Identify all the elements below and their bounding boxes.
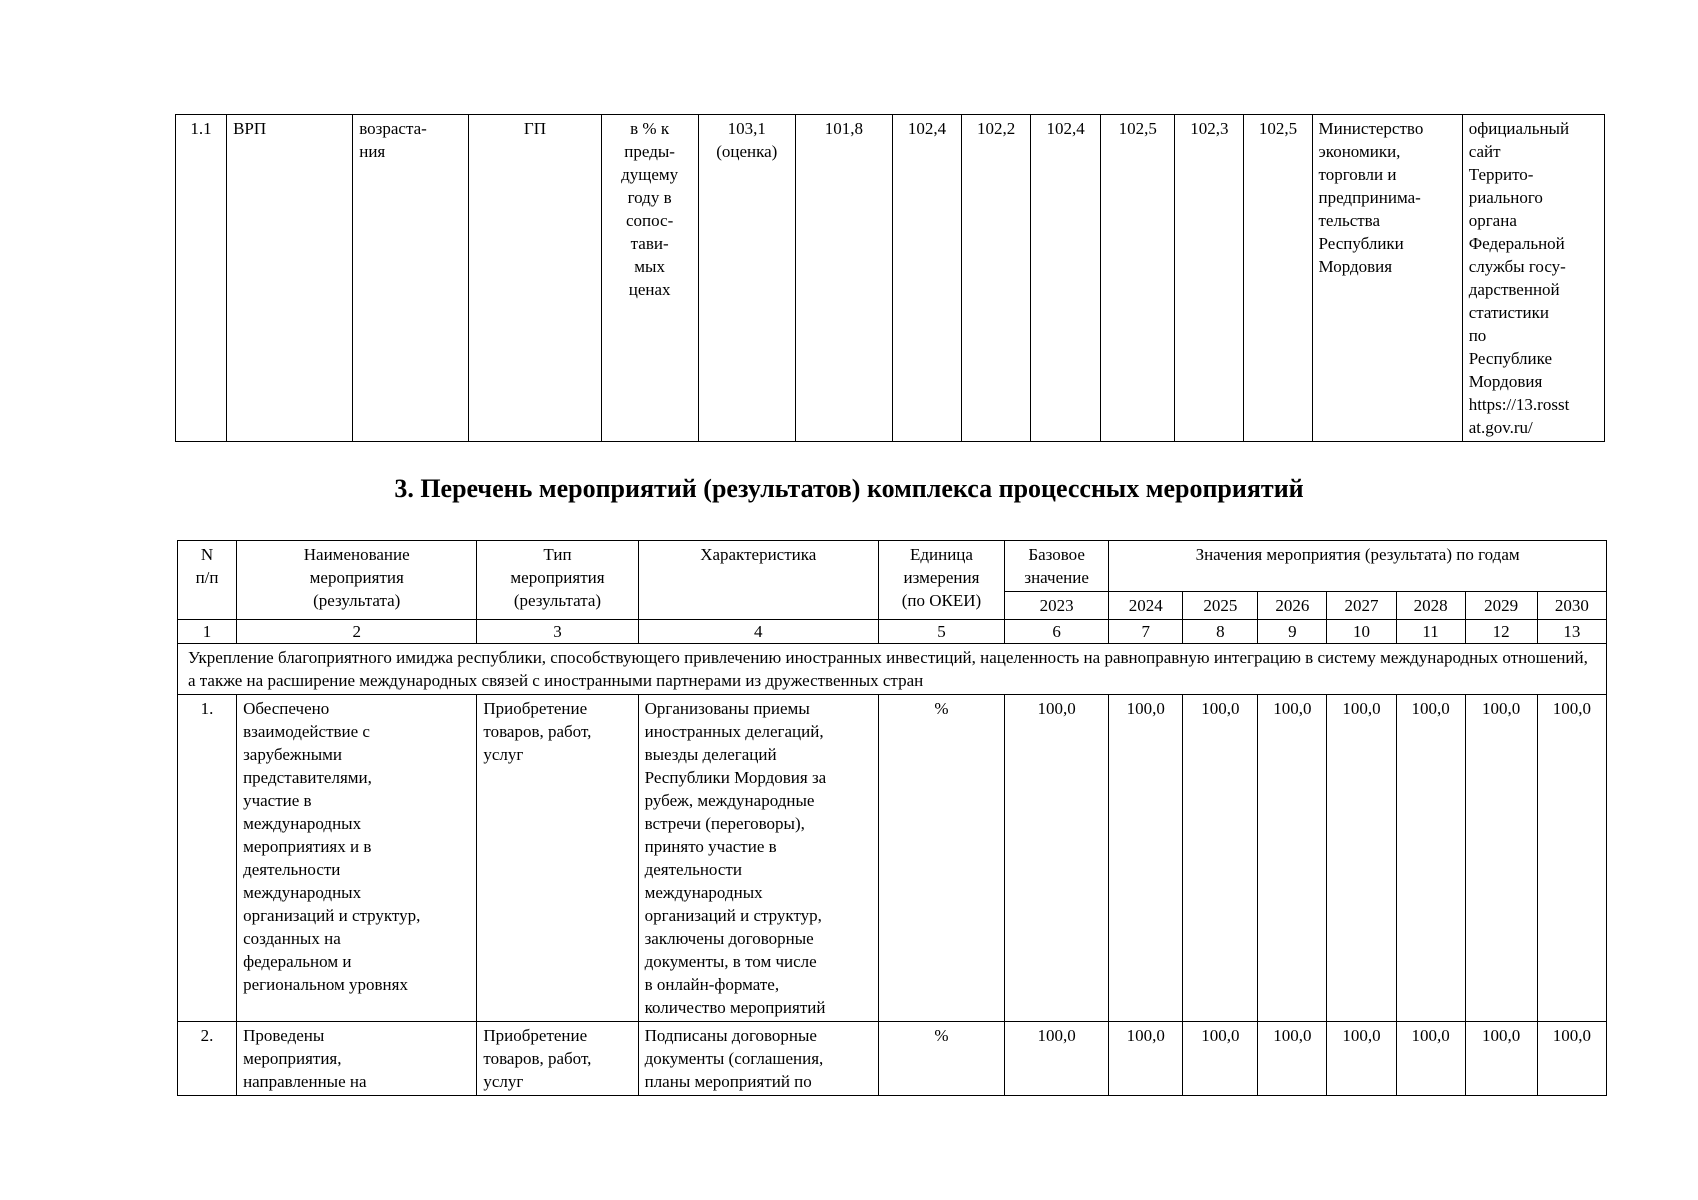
event-characteristic: Подписаны договорные документы (соглашения, планы мероприятий по	[638, 1022, 878, 1096]
indicator-value: 102,2	[962, 115, 1031, 442]
event-num: 1.	[178, 695, 237, 1022]
event-num: 2.	[178, 1022, 237, 1096]
indicator-value: 101,8	[795, 115, 892, 442]
indicator-responsible: Министерство экономики, торговли и предпринима- тельства Республики Мордовия	[1312, 115, 1462, 442]
event-value: 100,0	[1327, 695, 1396, 1022]
event-value: 100,0	[1396, 695, 1465, 1022]
events-header-row	[178, 541, 1607, 592]
column-number: 12	[1465, 620, 1537, 644]
indicator-name: ВРП	[227, 115, 353, 442]
event-value: 100,0	[1258, 1022, 1327, 1096]
event-value: 100,0	[1005, 695, 1109, 1022]
event-type: Приобретение товаров, работ, услуг	[477, 1022, 638, 1096]
column-number: 9	[1258, 620, 1327, 644]
header-unit: Единица измерения (по ОКЕИ)	[878, 541, 1004, 620]
column-number: 8	[1183, 620, 1258, 644]
indicator-num: 1.1	[176, 115, 227, 442]
column-number: 13	[1537, 620, 1606, 644]
event-value: 100,0	[1396, 1022, 1465, 1096]
indicator-value: 102,5	[1244, 115, 1312, 442]
event-unit: %	[878, 695, 1004, 1022]
section-title: 3. Перечень мероприятий (результатов) комплекса процессных мероприятий	[394, 474, 1304, 503]
event-value: 100,0	[1005, 1022, 1109, 1096]
event-value: 100,0	[1327, 1022, 1396, 1096]
event-row	[178, 695, 1607, 1022]
event-value: 100,0	[1109, 1022, 1183, 1096]
column-number: 3	[477, 620, 638, 644]
event-value: 100,0	[1258, 695, 1327, 1022]
task-row	[178, 644, 1607, 695]
header-characteristic: Характеристика	[638, 541, 878, 620]
header-year: 2024	[1109, 592, 1183, 620]
event-value: 100,0	[1537, 1022, 1606, 1096]
header-type: Тип мероприятия (результата)	[477, 541, 638, 620]
event-value: 100,0	[1183, 1022, 1258, 1096]
event-name: Обеспечено взаимодействие с зарубежными представителями, участие в международных мероприятиях и в деятельности международных организаций и структур, созданных на федеральном и региональном уровнях	[237, 695, 477, 1022]
event-type: Приобретение товаров, работ, услуг	[477, 695, 638, 1022]
header-name: Наименование мероприятия (результата)	[237, 541, 477, 620]
event-name: Проведены мероприятия, направленные на	[237, 1022, 477, 1096]
indicator-source: официальный сайт Террито- риального органа Федеральной службы госу- дарственной статистики по Республике Мордовия https://13.rosst at.gov.ru/	[1462, 115, 1604, 442]
event-value: 100,0	[1465, 695, 1537, 1022]
indicator-value: 102,5	[1101, 115, 1175, 442]
indicator-row	[176, 115, 1605, 442]
indicator-value: 102,4	[1031, 115, 1101, 442]
header-base: Базовое значение	[1005, 541, 1109, 592]
column-numbers-row	[178, 620, 1607, 644]
column-number: 2	[237, 620, 477, 644]
header-year: 2026	[1258, 592, 1327, 620]
event-value: 100,0	[1537, 695, 1606, 1022]
header-num: N п/п	[178, 541, 237, 620]
indicator-table	[175, 114, 1605, 442]
indicator-level: ГП	[469, 115, 601, 442]
header-year: 2027	[1327, 592, 1396, 620]
event-value: 100,0	[1109, 695, 1183, 1022]
column-number: 6	[1005, 620, 1109, 644]
indicator-dynamics: возраста- ния	[353, 115, 469, 442]
column-number: 4	[638, 620, 878, 644]
header-year: 2030	[1537, 592, 1606, 620]
indicator-value: 102,3	[1175, 115, 1244, 442]
header-year: 2025	[1183, 592, 1258, 620]
header-base-year: 2023	[1005, 592, 1109, 620]
indicator-value: 102,4	[892, 115, 961, 442]
event-unit: %	[878, 1022, 1004, 1096]
event-characteristic: Организованы приемы иностранных делегаций, выезды делегаций Республики Мордовия за рубеж, международные встречи (переговоры), принято участие в деятельности международных организаций и структур, заключены договорные документы, в том числе в онлайн-формате, количество мероприятий	[638, 695, 878, 1022]
column-number: 7	[1109, 620, 1183, 644]
indicator-unit: в % к преды- дущему году в сопос- тави- мых ценах	[601, 115, 698, 442]
column-number: 5	[878, 620, 1004, 644]
event-value: 100,0	[1183, 695, 1258, 1022]
events-table	[177, 540, 1607, 1096]
column-number: 10	[1327, 620, 1396, 644]
event-value: 100,0	[1465, 1022, 1537, 1096]
header-values-by-year: Значения мероприятия (результата) по годам	[1109, 541, 1607, 592]
header-year: 2029	[1465, 592, 1537, 620]
event-row	[178, 1022, 1607, 1096]
indicator-base: 103,1 (оценка)	[698, 115, 795, 442]
column-number: 1	[178, 620, 237, 644]
header-year: 2028	[1396, 592, 1465, 620]
column-number: 11	[1396, 620, 1465, 644]
task-text: Укрепление благоприятного имиджа республики, способствующего привлечению иностранных инвестиций, нацеленность на равноправную интеграцию в систему международных отношений, а также на расширение международных связей с иностранными партнерами из дружественных стран	[178, 644, 1607, 695]
